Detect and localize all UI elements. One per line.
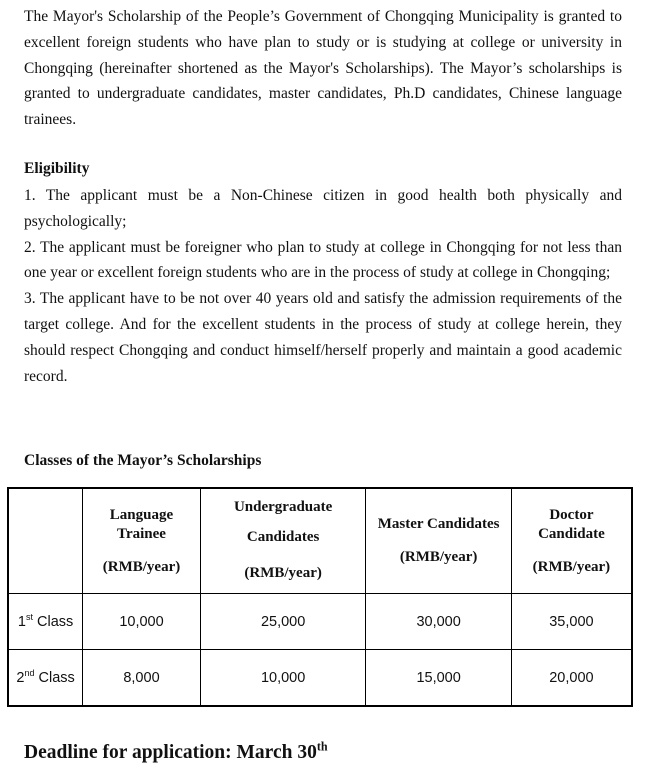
table-header-row [8, 488, 632, 594]
eligibility-item: 1. The applicant must be a Non-Chinese citizen in good health both physically and psychologically; [24, 187, 622, 230]
eligibility-item: 3. The applicant have to be not over 40 years old and satisfy the admission requirements of the target college. And for the excellent students in the process of study at college herein, they should respect Chongqing and conduct himself/herself properly and maintain a good academic record. [24, 290, 622, 385]
header-name: Undergraduate Candidates [233, 499, 333, 545]
table-cell: 10,000 [200, 650, 366, 707]
header-unit: (RMB/year) [399, 549, 478, 565]
header-unit: (RMB/year) [532, 558, 611, 575]
header-cell-undergraduate [200, 488, 366, 594]
header-name: Doctor Candidate [538, 506, 605, 542]
intro-paragraph: The Mayor's Scholarship of the People’s Government of Chongqing Municipality is granted to excellent foreign students who have plan to study or is studying at college or university in Chongqing (hereinafter shortened as the Mayor's Scholarships). The Mayor’s scholarships is granted to undergraduate candidates, master candidates, Ph.D candidates, Chinese language trainees. [24, 8, 622, 129]
header-cell-master [366, 488, 511, 594]
header-name: Language Trainee [109, 506, 174, 542]
table-cell: 35,000 [511, 594, 632, 650]
header-corner-cell [8, 488, 83, 594]
header-cell-language [83, 488, 201, 594]
header-cell-doctor [511, 488, 632, 594]
header-unit: (RMB/year) [244, 565, 322, 581]
row-label: 1st Class [8, 594, 83, 650]
table-cell: 30,000 [366, 594, 511, 650]
table-cell: 20,000 [511, 650, 632, 707]
table-row [8, 594, 632, 650]
classes-heading: Classes of the Mayor’s Scholarships [24, 452, 262, 469]
row-label: 2nd Class [8, 650, 83, 707]
table-cell: 10,000 [83, 594, 201, 650]
eligibility-item: 2. The applicant must be foreigner who plan to study at college in Chongqing for not less than one year or excellent foreign students who are in the process of study at college in Chongqing; [24, 238, 622, 282]
eligibility-heading: Eligibility [24, 160, 90, 177]
table-cell: 15,000 [366, 650, 511, 707]
eligibility-list [24, 183, 622, 389]
table-row [8, 650, 632, 707]
table-cell: 8,000 [83, 650, 201, 707]
header-unit: (RMB/year) [102, 558, 181, 575]
deadline-heading: Deadline for application: March 30th [24, 739, 328, 763]
header-name: Master Candidates [377, 516, 500, 532]
table-cell: 25,000 [200, 594, 366, 650]
scholarship-table [7, 487, 633, 707]
